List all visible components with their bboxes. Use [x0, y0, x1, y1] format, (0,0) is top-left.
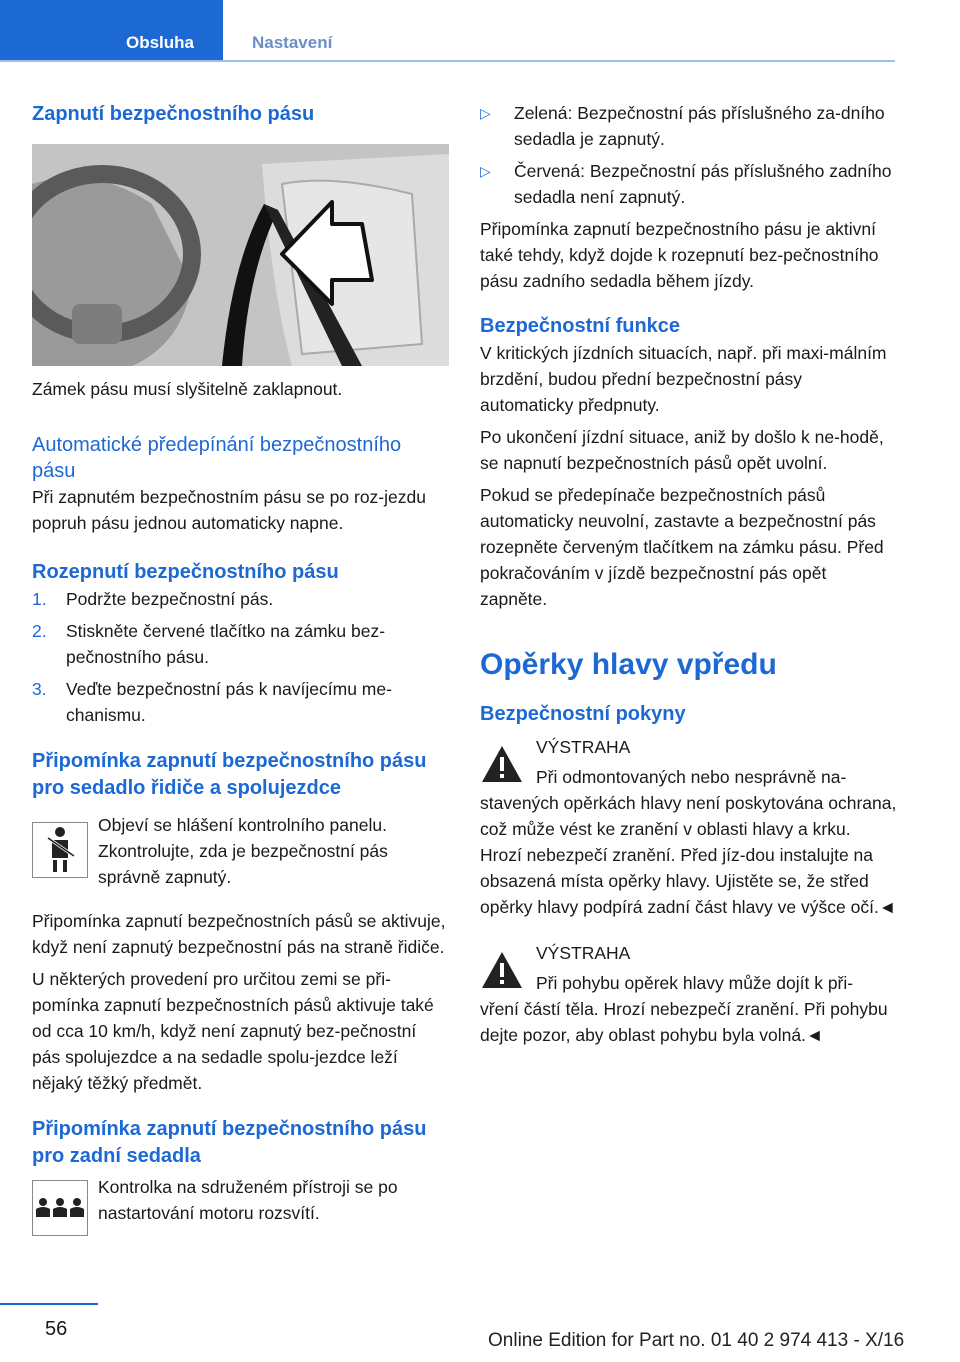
left-column	[32, 100, 449, 1234]
list-item	[480, 158, 897, 210]
header-tabs	[0, 0, 895, 62]
front-reminder-note	[32, 812, 449, 890]
warning-triangle-icon	[480, 950, 524, 990]
triangle-bullet-icon: ▷	[480, 105, 491, 121]
step-number: 2.	[32, 621, 47, 641]
seatbelt-warning-icon	[32, 822, 88, 878]
bullet-text: Zelená: Bezpečnostní pás příslušného za-dního sedadla je zapnutý.	[514, 103, 885, 149]
seatbelt-photo-illustration	[32, 144, 449, 366]
header-divider	[0, 60, 895, 62]
list-item	[32, 586, 449, 612]
heading-safety-notes: Bezpečnostní pokyny	[480, 703, 686, 725]
rear-reminder-note	[32, 1174, 449, 1234]
paragraph-pretension: Při zapnutém bezpečnostním pásu se po roz-jezdu popruh pásu jednou automaticky napne.	[32, 487, 426, 533]
heading-reminder-rear: Připomínka zapnutí bezpečnostního pásu pro zadní sedadla	[32, 1118, 427, 1167]
warning-text-first-line: Při odmontovaných nebo nesprávně na-	[536, 767, 847, 787]
warning-text: stavených opěrkách hlavy není poskytována ochrana, což může vést ke zranění v oblasti hlavy a krku. Hrozí nebezpečí zranění. Před jíz-dou instalujte na obsazená místa opěrky hlavy. Ujistěte se, že střed opěrky hlavy podpírá zadní část hlavy ve výšce očí.◄	[480, 793, 897, 917]
heading-buckle: Zapnutí bezpečnostního pásu	[32, 103, 315, 125]
step-number: 1.	[32, 589, 47, 609]
unbuckle-steps	[32, 586, 449, 728]
step-text: Veďte bezpečnostní pás k navíjecímu me-chanismu.	[66, 679, 392, 725]
page-number: 56	[45, 1318, 68, 1340]
paragraph-fn-3: Pokud se předepínače bezpečnostních pásů automaticky neuvolní, zastavte a bezpečnostní pás rozepněte červeným tlačítkem na zámku pásu. Před pokračováním v jízdě bezpečnostní pás opět zapněte.	[480, 485, 884, 609]
list-item	[480, 100, 897, 152]
footer-divider	[0, 1303, 98, 1305]
warning-block-1	[480, 734, 897, 920]
figure-caption: Zámek pásu musí slyšitelně zaklapnout.	[32, 379, 343, 399]
paragraph-front-2: U některých provedení pro určitou zemi se při-pomínka zapnutí bezpečnostních pásů aktivuje také od cca 10 km/h, když není zapnutý bez-pečnostní pás spolujezdce a na sedadle spolu-jezdce leží nějaký těžký předmět.	[32, 969, 434, 1093]
triangle-bullet-icon: ▷	[480, 163, 491, 179]
warning-title: VÝSTRAHA	[536, 737, 631, 757]
warning-triangle-icon	[480, 744, 524, 784]
warning-block-2	[480, 940, 897, 1048]
seatbelt-buckle-figure	[32, 144, 449, 366]
warning-title: VÝSTRAHA	[536, 943, 631, 963]
rear-seatbelt-icon	[32, 1180, 88, 1236]
paragraph-fn-1: V kritických jízdních situacích, např. při maxi-málním brzdění, budou přední bezpečnostní pásy automaticky předpnuty.	[480, 343, 887, 415]
warning-text: vření částí těla. Hrozí nebezpečí zranění. Při pohybu dejte pozor, aby oblast pohybu byla volná.◄	[480, 999, 888, 1045]
tab-obsluha[interactable]: Obsluha	[0, 0, 223, 62]
list-item	[32, 676, 449, 728]
tab-nastaveni[interactable]: Nastavení	[252, 33, 333, 52]
heading-pretension: Automatické předepínání bezpečnostního pásu	[32, 434, 402, 482]
step-text: Stiskněte červené tlačítko na zámku bez-pečnostního pásu.	[66, 621, 386, 667]
heading-safety-function: Bezpečnostní funkce	[480, 315, 681, 337]
front-reminder-text: Objeví se hlášení kontrolního panelu. Zkontrolujte, zda je bezpečnostní pás správně zapnutý.	[98, 815, 388, 887]
list-item	[32, 618, 449, 670]
step-number: 3.	[32, 679, 47, 699]
step-text: Podržte bezpečnostní pás.	[66, 589, 274, 609]
heading-headrests: Opěrky hlavy vpředu	[480, 648, 777, 681]
paragraph-fn-2: Po ukončení jízdní situace, aniž by došlo k ne-hodě, se napnutí bezpečnostních pásů opět uvolní.	[480, 427, 884, 473]
paragraph-active: Připomínka zapnutí bezpečnostního pásu je aktivní také tehdy, když dojde k rozepnutí bez-pečnostního pásu zadního sedadla během jízdy.	[480, 219, 879, 291]
bullet-text: Červená: Bezpečnostní pás příslušného zadního sedadla není zapnutý.	[514, 161, 892, 207]
edition-note: Online Edition for Part no. 01 40 2 974 413 - X/16	[488, 1330, 905, 1351]
warning-text-first-line: Při pohybu opěrek hlavy může dojít k při-	[536, 973, 854, 993]
heading-unbuckle: Rozepnutí bezpečnostního pásu	[32, 561, 339, 583]
heading-reminder-front: Připomínka zapnutí bezpečnostního pásu pro sedadlo řidiče a spolujezdce	[32, 750, 427, 799]
right-column	[480, 100, 897, 1048]
paragraph-front-1: Připomínka zapnutí bezpečnostních pásů se aktivuje, když není zapnutý bezpečnostní pás na straně řidiče.	[32, 911, 446, 957]
rear-reminder-text: Kontrolka na sdruženém přístroji se po nastartování motoru rozsvítí.	[98, 1177, 398, 1223]
